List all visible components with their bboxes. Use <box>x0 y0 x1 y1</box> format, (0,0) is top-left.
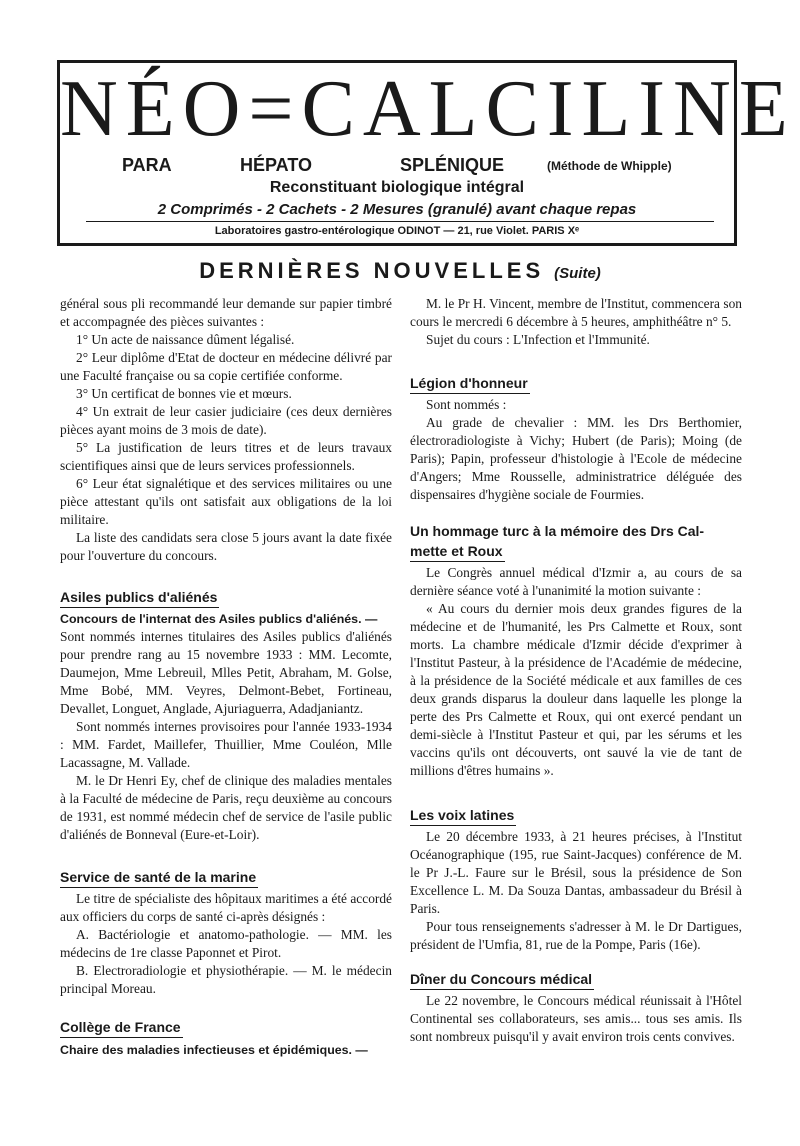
ad-method: (Méthode de Whipple) <box>547 159 672 173</box>
asiles-heading: Asiles publics d'aliénés <box>60 587 219 608</box>
list-item: 3° Un certificat de bonnes vie et mœurs. <box>76 386 292 401</box>
diner-section <box>410 969 742 1046</box>
vincent-paragraph: Sujet du cours : L'Infection et l'Immunité. <box>426 332 650 347</box>
college-heading: Collège de France <box>60 1017 183 1038</box>
marine-paragraph: A. Bactériologie et anatomo-pathologie. — MM. les médecins de 1re classe Paponnet et Pirot. <box>60 927 392 960</box>
latines-paragraph: Pour tous renseignements s'adresser à M. le Dr Dartigues, président de l'Umfia, 81, rue de la Pompe, Paris (16e). <box>410 919 742 952</box>
list-item: 6° Leur état signalétique et des services militaires ou une pièce attestant qu'ils ont satisfait aux obligations de la loi militaire. <box>60 476 392 527</box>
hommage-paragraph: « Au cours du dernier mois deux grandes figures de la médecine et de l'humanité, les Prs Calmette et Roux, sont morts. La chambre médicale d'Izmir décide d'exprimer à l'Institut Pasteur, à la présidence de l'Académie de médecine, à la présidence de la Société médicale et aux familles de ces deux grands disparus la douleur dans laquelle les plonge la perte des Prs Calmette et Roux, qui ont exercé pendant un demi-siècle à l'Institut Pasteur et qui, par les sérums et les vaccins qu'ils ont découverts, ont sauvé la vie de tant de millions d'êtres humains ». <box>410 601 742 778</box>
asiles-paragraph: Sont nommés internes provisoires pour l'année 1933-1934 : MM. Fardet, Maillefer, Thuillier, Mme Couléon, Mlle Lacassagne, M. Vallade. <box>60 719 392 770</box>
latines-section <box>410 805 742 954</box>
section-title-suffix: (Suite) <box>554 265 601 282</box>
college-subheading: Chaire des maladies infectieuses et épidémiques. — <box>60 1043 368 1057</box>
asiles-paragraph: M. le Dr Henri Ey, chef de clinique des maladies mentales à la Faculté de médecine de Paris, reçu deuxième au concours de 1931, est nommé médecin chef de service de l'asile public d'aliénés de Bonneval (Eure-et-Loir). <box>60 773 392 842</box>
ad-divider <box>86 221 714 222</box>
list-item: 5° La justification de leurs titres et de leurs travaux scientifiques ainsi que de leurs services professionnels. <box>60 440 392 473</box>
asiles-subheading: Concours de l'internat des Asiles publics d'aliénés. — <box>60 612 378 626</box>
vincent-paragraph: M. le Pr H. Vincent, membre de l'Institut, commencera son cours le mercredi 6 décembre à 5 heures, amphithéâtre n° 5. <box>410 296 742 329</box>
intro-closing: La liste des candidats sera close 5 jours avant la date fixée pour l'ouverture du concours. <box>60 530 392 563</box>
ad-laboratory: Laboratoires gastro-entérologique ODINOT — 21, rue Violet. PARIS Xᵉ <box>214 225 580 237</box>
hommage-heading-line1: Un hommage turc à la mémoire des Drs Cal- <box>410 523 705 539</box>
asiles-section <box>60 587 392 844</box>
legion-paragraph: Au grade de chevalier : MM. les Drs Berthomier, électroradiologiste à Vichy; Hubert (de Paris); Moing (de Paris); Papin, professeur d'histologie à l'Ecole de médecine d'Angers; Mme Rousselle, administratrice déléguée des dispensaires d'hygiène sociale de Fourmies. <box>410 415 742 502</box>
ad-splenique: SPLÉNIQUE <box>400 155 505 175</box>
ad-dosage: 2 Comprimés - 2 Cachets - 2 Mesures (granulé) avant chaque repas <box>157 201 637 218</box>
section-title-text: DERNIÈRES NOUVELLES <box>199 258 545 283</box>
ad-brand-name: NÉO=CALCILINE <box>60 65 796 153</box>
hommage-paragraph: Le Congrès annuel médical d'Izmir a, au cours de sa dernière séance voté à l'unanimité la motion suivante : <box>410 565 742 598</box>
ad-tagline: Reconstituant biologique intégral <box>269 179 525 196</box>
marine-paragraph: Le titre de spécialiste des hôpitaux maritimes a été accordé aux officiers du corps de santé ci-après désignés : <box>60 891 392 924</box>
hommage-heading-line2: mette et Roux <box>410 541 505 562</box>
marine-heading: Service de santé de la marine <box>60 867 258 888</box>
section-title <box>0 258 800 284</box>
asiles-paragraph: Sont nommés internes titulaires des Asiles publics d'aliénés pour prendre rang au 15 novembre 1933 : MM. Lecomte, Daumejon, Mme Lebreuil, Mlles Petit, Abraham, M. Golse, Mme Bobé, MM. Veyres, Delmont-Bebet, Fortineau, Devallet, Longuet, Anglade, Ajuriaguerra, Adadjaniantz. <box>60 629 392 716</box>
legion-section <box>410 373 742 504</box>
marine-paragraph: B. Electroradiologie et physiothérapie. — M. le médecin principal Moreau. <box>60 963 392 996</box>
legion-paragraph: Sont nommés : <box>426 397 507 412</box>
list-item: 4° Un extrait de leur casier judiciaire (ces deux dernières pièces ayant moins de 3 mois de date). <box>60 404 392 437</box>
legion-heading: Légion d'honneur <box>410 373 530 394</box>
diner-paragraph: Le 22 novembre, le Concours médical réunissait à l'Hôtel Continental ses collaborateurs, ses amis... tous ses amis. Ils sont nombreux puisqu'il y avait environ trois cents convives. <box>410 993 742 1044</box>
hommage-section <box>410 521 742 780</box>
intro-text: général sous pli recommandé leur demande sur papier timbré et accompagnée des pièces suivantes : <box>60 296 392 329</box>
diner-heading: Dîner du Concours médical <box>410 969 594 990</box>
list-item: 2° Leur diplôme d'Etat de docteur en médecine délivré par une Faculté française ou sa copie certifiée conforme. <box>60 350 392 383</box>
advertisement-box <box>57 60 796 246</box>
college-section <box>60 1017 392 1059</box>
ad-hepato: HÉPATO <box>240 155 313 175</box>
ad-para: PARA <box>122 155 172 175</box>
ad-product-line <box>60 155 734 177</box>
intro-list <box>60 295 392 565</box>
list-item: 1° Un acte de naissance dûment légalisé. <box>76 332 295 347</box>
latines-heading: Les voix latines <box>410 805 516 826</box>
marine-section <box>60 867 392 998</box>
vincent-block <box>410 295 742 349</box>
latines-paragraph: Le 20 décembre 1933, à 21 heures précises, à l'Institut Océanographique (195, rue Saint-Jacques) conférence de M. le Pr J.-L. Faure sur le Brésil, sous la présidence de Son Excellence L. M. Da Souza Dantas, ambassadeur du Brésil à Paris. <box>410 829 742 916</box>
